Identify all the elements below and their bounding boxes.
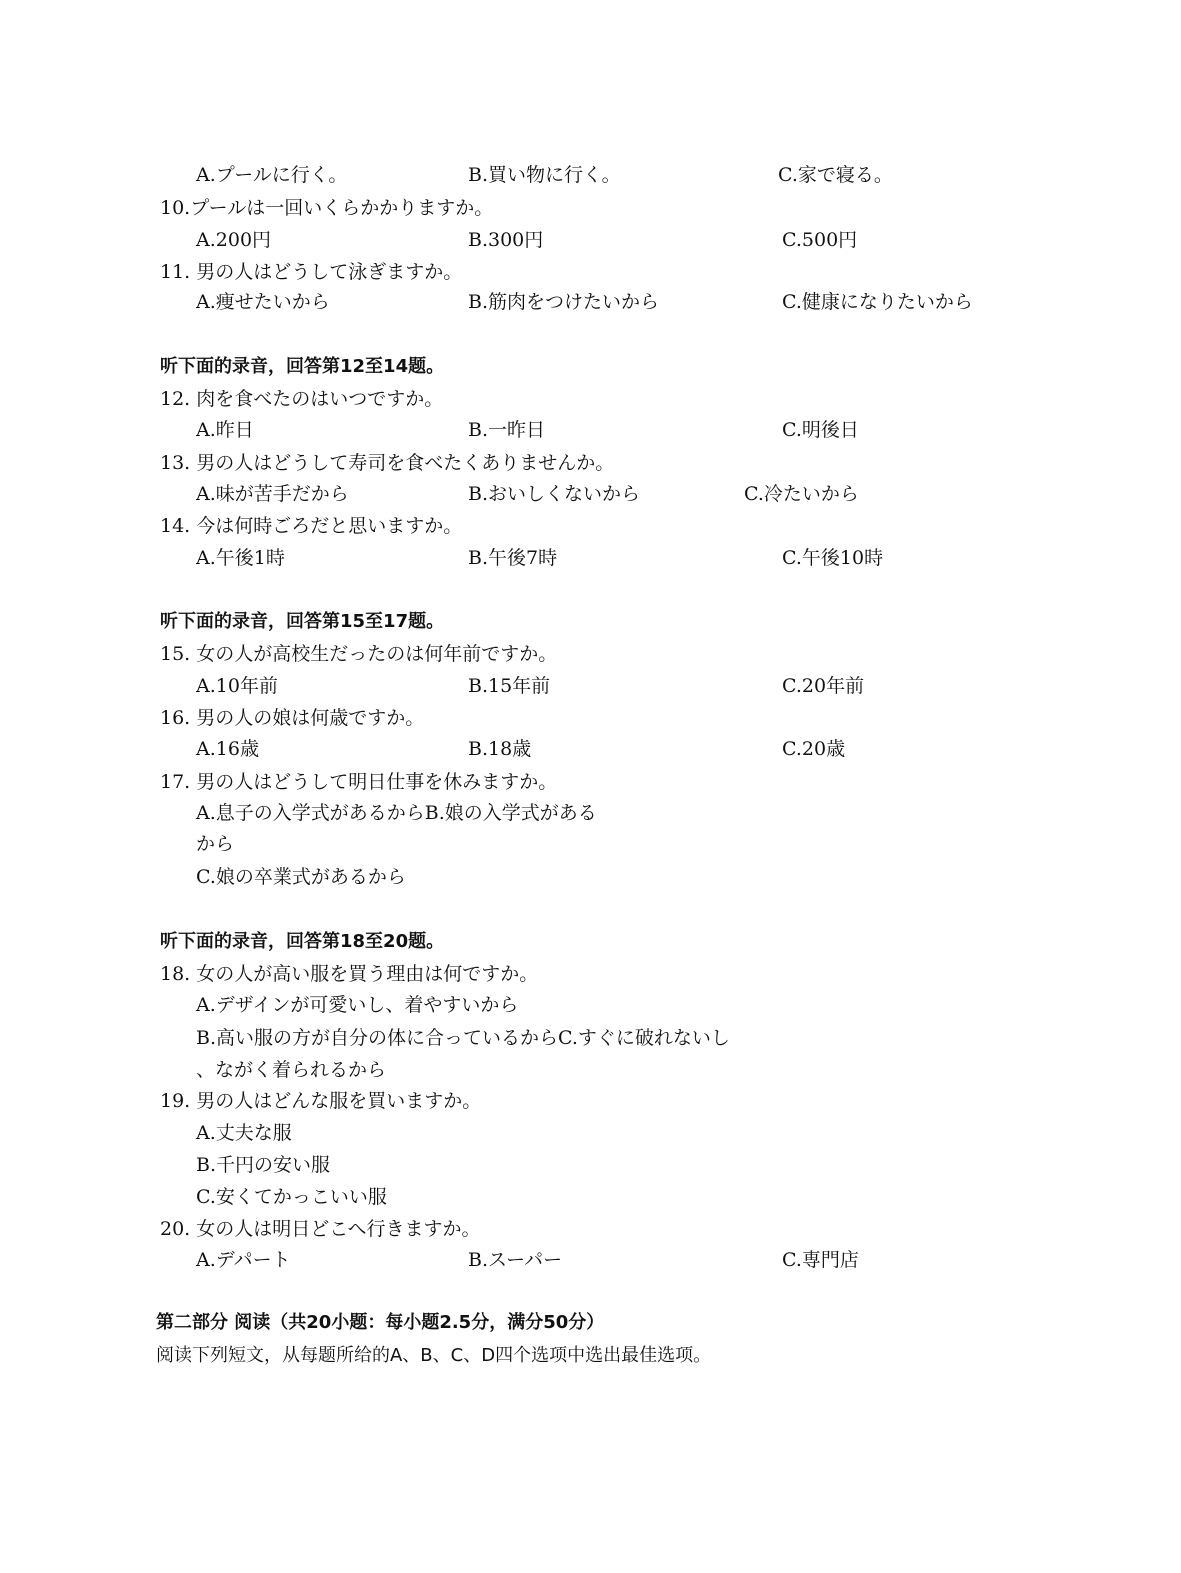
q11-question: 11. 男の人はどうして泳ぎますか。 (160, 261, 463, 283)
q16-option-b: B.18歳 (468, 738, 532, 760)
q11-option-b: B.筋肉をつけたいから (468, 291, 660, 313)
q17-option-ab-continued: から (196, 833, 235, 855)
q12-option-c: C.明後日 (782, 419, 859, 441)
q10-question: 10.プールは一回いくらかかりますか。 (160, 197, 494, 219)
q14-question: 14. 今は何時ごろだと思いますか。 (160, 515, 463, 537)
q11-option-a: A.痩せたいから (196, 291, 330, 313)
q11-option-c: C.健康になりたいから (782, 291, 973, 313)
q13-option-b: B.おいしくないから (468, 483, 641, 505)
q20-option-b: B.スーパー (468, 1249, 563, 1271)
q19-question: 19. 男の人はどんな服を買いますか。 (160, 1090, 482, 1112)
q9-option-b: B.買い物に行く。 (468, 164, 621, 186)
q13-option-a: A.味が苦手だから (196, 483, 349, 505)
q15-question: 15. 女の人が高校生だったのは何年前ですか。 (160, 643, 558, 665)
part2-title: 第二部分 阅读（共20小题：每小题2.5分，满分50分） (156, 1312, 605, 1333)
q15-option-a: A.10年前 (196, 675, 278, 697)
q18-option-a: A.デザインが可愛いし、着やすいから (196, 994, 519, 1016)
q20-question: 20. 女の人は明日どこへ行きますか。 (160, 1218, 481, 1240)
section-heading-15-17: 听下面的录音，回答第15至17题。 (160, 611, 445, 632)
section-heading-18-20: 听下面的录音，回答第18至20题。 (160, 931, 445, 952)
q20-option-c: C.専門店 (782, 1249, 859, 1271)
q9-option-c: C.家で寝る。 (778, 164, 893, 186)
q13-question: 13. 男の人はどうして寿司を食べたくありませんか。 (160, 452, 615, 474)
q17-question: 17. 男の人はどうして明日仕事を休みますか。 (160, 771, 558, 793)
q16-question: 16. 男の人の娘は何歳ですか。 (160, 707, 425, 729)
q19-option-c: C.安くてかっこいい服 (196, 1186, 387, 1208)
q16-option-c: C.20歳 (782, 738, 846, 760)
q9-option-a: A.プールに行く。 (196, 164, 348, 186)
section-heading-12-14: 听下面的录音，回答第12至14题。 (160, 356, 445, 377)
q19-option-b: B.千円の安い服 (196, 1154, 331, 1176)
q18-option-bc: B.高い服の方が自分の体に合っているからC.すぐに破れないし (196, 1027, 730, 1049)
q18-option-bc-continued: 、ながく着られるから (196, 1059, 387, 1081)
q15-option-b: B.15年前 (468, 675, 551, 697)
q20-option-a: A.デパート (196, 1249, 291, 1271)
q13-option-c: C.冷たいから (744, 483, 859, 505)
q10-option-b: B.300円 (468, 229, 544, 251)
part2-instructions: 阅读下列短文，从每题所给的A、B、C、D四个选项中选出最佳选项。 (156, 1345, 712, 1366)
q14-option-b: B.午後7時 (468, 547, 558, 569)
q17-option-c: C.娘の卒業式があるから (196, 866, 406, 888)
q17-option-ab: A.息子の入学式があるからB.娘の入学式がある (196, 802, 597, 824)
q19-option-a: A.丈夫な服 (196, 1122, 292, 1144)
q10-option-c: C.500円 (782, 229, 858, 251)
q14-option-a: A.午後1時 (196, 547, 285, 569)
q12-option-a: A.昨日 (196, 419, 254, 441)
q12-question: 12. 肉を食べたのはいつですか。 (160, 388, 444, 410)
q16-option-a: A.16歳 (196, 738, 259, 760)
q10-option-a: A.200円 (196, 229, 272, 251)
q18-question: 18. 女の人が高い服を買う理由は何ですか。 (160, 963, 539, 985)
q15-option-c: C.20年前 (782, 675, 865, 697)
q12-option-b: B.一昨日 (468, 419, 546, 441)
q14-option-c: C.午後10時 (782, 547, 884, 569)
